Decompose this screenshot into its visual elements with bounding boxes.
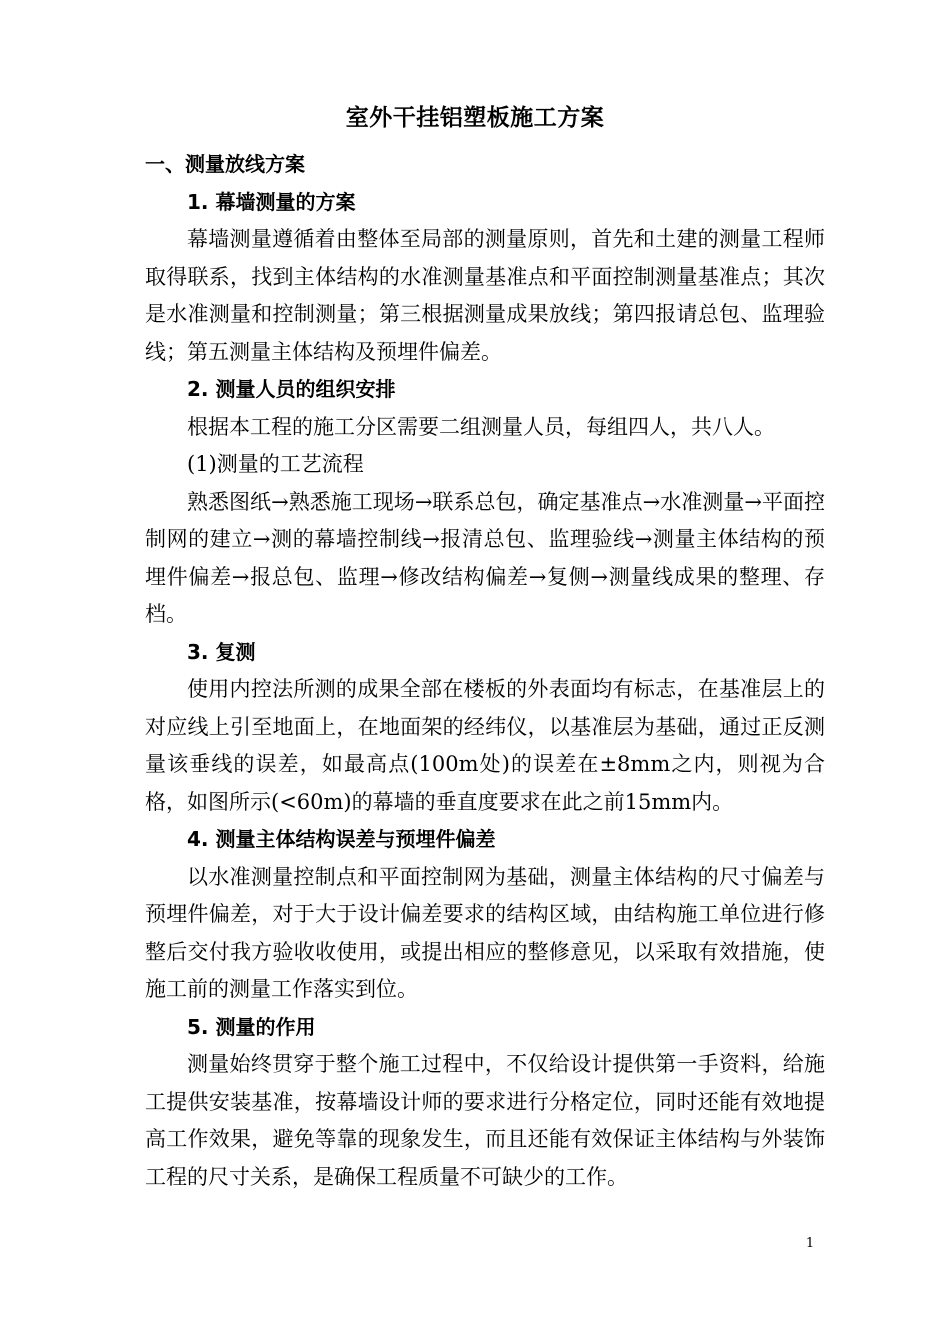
page-number: 1 <box>805 1236 815 1251</box>
section-heading: 一、测量放线方案 <box>145 152 305 176</box>
subsection-heading-2: 2. 测量人员的组织安排 <box>187 377 396 401</box>
paragraph: 使用内控法所测的成果全部在楼板的外表面均有标志，在基准层上的对应线上引至地面上，在地面架的经纬仪，以基准层为基础，通过正反测量该垂线的误差，如最高点(100m处)的误差在±8mm之内，则视为合格，如图所示(<60m)的幕墙的垂直度要求在此之前15mm内。 <box>145 677 825 814</box>
subsection-heading-3: 3. 复测 <box>187 639 256 664</box>
paragraph: 以水准测量控制点和平面控制网为基础，测量主体结构的尺寸偏差与预埋件偏差，对于大于设计偏差要求的结构区域，由结构施工单位进行修整后交付我方验收收使用，或提出相应的整修意见，以采取有效措施，使施工前的测量工作落实到位。 <box>145 864 825 1001</box>
paragraph: 测量始终贯穿于整个施工过程中，不仅给设计提供第一手资料，给施工提供安装基准，按幕墙设计师的要求进行分格定位，同时还能有效地提高工作效果，避免等靠的现象发生，而且还能有效保证主体结构与外装饰工程的尺寸关系，是确保工程质量不可缺少的工作。 <box>145 1052 825 1189</box>
paragraph: 根据本工程的施工分区需要二组测量人员，每组四人，共八人。 <box>187 414 775 439</box>
document-body <box>145 146 825 1196</box>
document-title: 室外干挂铝塑板施工方案 <box>345 105 605 131</box>
paragraph: 熟悉图纸→熟悉施工现场→联系总包，确定基准点→水准测量→平面控制网的建立→测的幕墙控制线→报清总包、监理验线→测量主体结构的预埋件偏差→报总包、监理→修改结构偏差→复侧→测量线成果的整理、存档。 <box>145 489 825 626</box>
subsection-heading-1: 1. 幕墙测量的方案 <box>187 189 356 214</box>
subsection-heading-4: 4. 测量主体结构误差与预埋件偏差 <box>187 827 496 851</box>
paragraph: 幕墙测量遵循着由整体至局部的测量原则，首先和土建的测量工程师取得联系，找到主体结构的水准测量基准点和平面控制测量基准点；其次是水准测量和控制测量；第三根据测量成果放线；第四报请总包、监理验线；第五测量主体结构及预埋件偏差。 <box>145 227 825 364</box>
subsection-heading-5: 5. 测量的作用 <box>187 1014 316 1039</box>
sub-heading-process: (1)测量的工艺流程 <box>187 452 364 476</box>
